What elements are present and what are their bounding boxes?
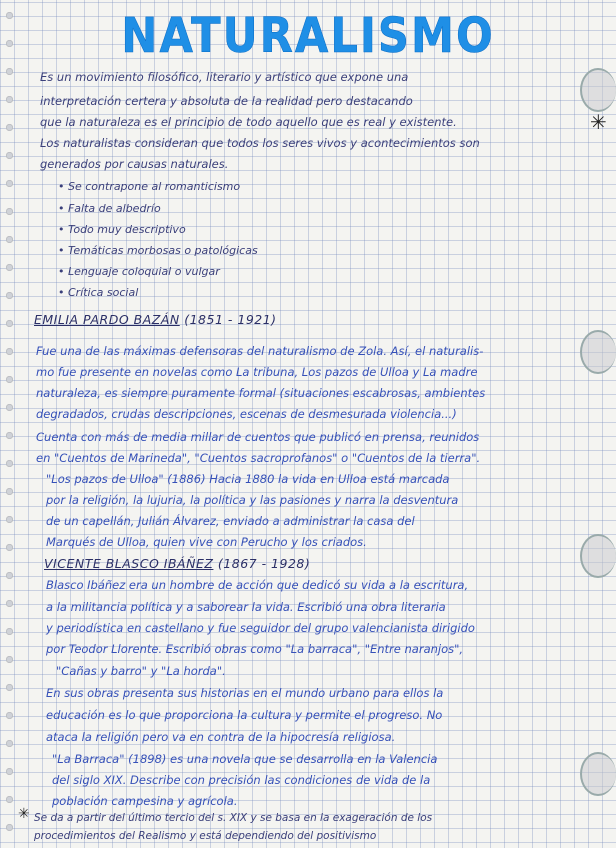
characteristic-item: • Lenguaje coloquial o vulgar	[58, 265, 220, 278]
binder-hole	[6, 600, 13, 607]
section2-line: En sus obras presenta sus historias en el mundo urbano para ellos la	[46, 686, 444, 700]
section2-line: por Teodor Llorente. Escribió obras como "La barraca", "Entre naranjos",	[46, 642, 464, 656]
characteristic-item: • Temáticas morbosas o patológicas	[58, 244, 258, 257]
binder-hole	[6, 68, 13, 75]
footnote-line: Se da a partir del último tercio del s. XIX y se basa en la exageración de los	[34, 812, 433, 824]
intro-line: Los naturalistas consideran que todos los seres vivos y acontecimientos son	[40, 136, 480, 150]
section1-line: Fue una de las máximas defensoras del naturalismo de Zola. Así, el naturalis-	[36, 344, 484, 358]
page-edge-ring	[580, 68, 616, 112]
intro-line: generados por causas naturales.	[40, 157, 229, 171]
section1-line: Marqués de Ulloa, quien vive con Perucho y los criados.	[46, 535, 367, 549]
footnote-line: procedimientos del Realismo y está dependiendo del positivismo	[34, 830, 377, 842]
binder-hole	[6, 824, 13, 831]
page-edge-ring	[580, 752, 616, 796]
section2-line: a la militancia política y a saborear la vida. Escribió una obra literaria	[46, 600, 446, 614]
binder-hole	[6, 572, 13, 579]
author-name: EMILIA PARDO BAZÁN	[34, 312, 180, 327]
section-heading-blasco-ibanez	[44, 556, 310, 571]
binder-hole	[6, 376, 13, 383]
section2-line: "Cañas y barro" y "La horda".	[56, 664, 226, 678]
section2-line: ataca la religión pero va en contra de la hipocresía religiosa.	[46, 730, 396, 744]
binder-hole	[6, 796, 13, 803]
binder-hole	[6, 684, 13, 691]
intro-line: Es un movimiento filosófico, literario y artístico que expone una	[40, 70, 409, 84]
binder-hole	[6, 264, 13, 271]
section2-line: población campesina y agrícola.	[52, 794, 238, 808]
binder-hole	[6, 768, 13, 775]
section1-line: degradados, crudas descripciones, escenas de desmesurada violencia...)	[36, 407, 457, 421]
section2-line: del siglo XIX. Describe con precisión las condiciones de vida de la	[52, 773, 431, 787]
asterisk-mark: ✳	[18, 806, 30, 822]
binder-hole	[6, 348, 13, 355]
binder-hole	[6, 292, 13, 299]
characteristic-item: • Todo muy descriptivo	[58, 223, 186, 236]
intro-line: que la naturaleza es el principio de todo aquello que es real y existente.	[40, 115, 457, 129]
section2-line: educación es lo que proporciona la cultura y permite el progreso. No	[46, 708, 443, 722]
binder-hole	[6, 236, 13, 243]
binder-hole	[6, 712, 13, 719]
section1-line: mo fue presente en novelas como La tribuna, Los pazos de Ulloa y La madre	[36, 365, 478, 379]
asterisk-mark: ✳	[590, 110, 607, 134]
section-heading-pardo-bazan	[34, 312, 277, 327]
section1-line: por la religión, la lujuria, la política y las pasiones y narra la desventura	[46, 493, 459, 507]
page-title: NATURALISMO	[121, 8, 495, 64]
binder-hole	[6, 404, 13, 411]
binder-hole	[6, 516, 13, 523]
binder-hole	[6, 208, 13, 215]
binder-hole	[6, 488, 13, 495]
intro-line: interpretación certera y absoluta de la realidad pero destacando	[40, 94, 413, 108]
page-edge-ring	[580, 330, 616, 374]
characteristic-item: • Crítica social	[58, 286, 139, 299]
section2-line: Blasco Ibáñez era un hombre de acción que dedicó su vida a la escritura,	[46, 578, 469, 592]
author-years: (1851 - 1921)	[184, 312, 277, 327]
binder-hole	[6, 152, 13, 159]
section1-line: en "Cuentos de Marineda", "Cuentos sacroprofanos" o "Cuentos de la tierra".	[36, 451, 481, 465]
binder-hole	[6, 320, 13, 327]
binder-hole	[6, 96, 13, 103]
binder-holes	[2, 0, 16, 848]
binder-hole	[6, 460, 13, 467]
binder-hole	[6, 740, 13, 747]
section1-line: naturaleza, es siempre puramente formal (situaciones escabrosas, ambientes	[36, 386, 486, 400]
binder-hole	[6, 432, 13, 439]
section1-line: Cuenta con más de media millar de cuentos que publicó en prensa, reunidos	[36, 430, 480, 444]
binder-hole	[6, 124, 13, 131]
author-years: (1867 - 1928)	[217, 556, 311, 571]
section1-line: de un capellán, Julián Álvarez, enviado a administrar la casa del	[46, 514, 415, 528]
section2-line: "La Barraca" (1898) es una novela que se desarrolla en la Valencia	[52, 752, 438, 766]
author-name: VICENTE BLASCO IBÁÑEZ	[44, 556, 214, 571]
binder-hole	[6, 180, 13, 187]
page-edge-ring	[580, 534, 616, 578]
binder-hole	[6, 544, 13, 551]
binder-hole	[6, 628, 13, 635]
section1-line: "Los pazos de Ulloa" (1886) Hacia 1880 la vida en Ulloa está marcada	[46, 472, 450, 486]
characteristic-item: • Se contrapone al romanticismo	[58, 180, 241, 193]
characteristic-item: • Falta de albedrío	[58, 202, 161, 215]
binder-hole	[6, 656, 13, 663]
section2-line: y periodística en castellano y fue seguidor del grupo valencianista dirigido	[46, 621, 475, 635]
